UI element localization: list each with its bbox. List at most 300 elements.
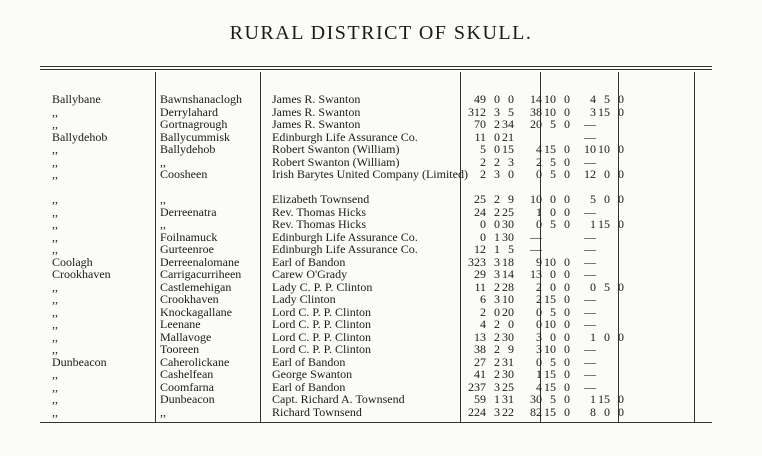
valuation-pounds: 0 — [536, 354, 542, 369]
townland-cell: ,, — [52, 167, 58, 181]
owner-cell: Robert Swanton (William) — [272, 142, 400, 156]
buildings-shillings — [596, 356, 610, 369]
owner-cell: Carew O'Grady — [272, 267, 348, 281]
spacer — [514, 106, 528, 119]
place-cell: ,, — [160, 192, 166, 206]
valuation-shillings: 15 — [544, 292, 556, 306]
area-acres: 24 — [474, 204, 486, 219]
owner-cell: Earl of Bandon — [272, 379, 346, 394]
buildings-pounds: 4 — [590, 92, 596, 106]
area-acres: 41 — [474, 367, 486, 381]
buildings-pounds: — — [584, 367, 596, 381]
townland-cell: ,, — [52, 404, 58, 419]
spacer — [570, 256, 582, 269]
buildings-pence — [610, 368, 624, 381]
townland-cell: ,, — [52, 217, 58, 231]
valuation-shillings: 5 — [550, 167, 556, 181]
area-acres: 13 — [474, 329, 486, 344]
area-roods: 1 — [494, 229, 500, 244]
valuation-shillings: 15 — [544, 404, 556, 419]
owner-cell: Rev. Thomas Hicks — [272, 217, 366, 231]
valuation-shillings: 0 — [550, 279, 556, 294]
valuation-pounds: 2 — [536, 292, 542, 306]
valuation-shillings: 10 — [544, 254, 556, 269]
townland-cell: ,, — [52, 192, 58, 206]
buildings-shillings: 15 — [598, 392, 610, 406]
place-cell: Gortnagrough — [160, 117, 228, 131]
valuation-pence — [556, 243, 570, 256]
townland-cell: ,, — [52, 104, 58, 119]
table-row — [52, 343, 624, 356]
place-cell: Crookhaven — [160, 292, 219, 306]
area-perches: 22 — [502, 404, 514, 419]
spacer — [570, 281, 582, 294]
owner-cell: George Swanton — [272, 367, 353, 381]
valuation-pounds: — — [530, 242, 542, 256]
owner-cell: Edinburgh Life Assurance Co. — [272, 242, 418, 256]
buildings-pounds: — — [584, 117, 596, 131]
spacer — [570, 368, 582, 381]
place-cell: Cashelfean — [160, 367, 214, 381]
buildings-pence — [610, 231, 624, 244]
area-acres: 11 — [474, 279, 486, 294]
spacer — [514, 243, 528, 256]
owner-cell: James R. Swanton — [272, 117, 361, 131]
buildings-pounds: 3 — [590, 104, 596, 119]
area-perches: 15 — [502, 142, 514, 156]
spacer — [570, 218, 582, 231]
valuation-pounds: 0 — [536, 304, 542, 319]
valuation-pence: 0 — [564, 154, 570, 169]
area-acres: 12 — [474, 242, 486, 256]
spacer — [570, 193, 582, 206]
buildings-pounds: 1 — [590, 329, 596, 344]
area-roods: 3 — [494, 292, 500, 306]
buildings-pence — [610, 293, 624, 306]
place-cell: ,, — [160, 217, 166, 231]
spacer — [570, 306, 582, 319]
area-roods: 2 — [494, 329, 500, 344]
valuation-shillings: 10 — [544, 92, 556, 106]
valuation-shillings: 15 — [544, 142, 556, 156]
place-cell: Bawnshanaclogh — [160, 92, 242, 106]
area-perches: 5 — [508, 242, 514, 256]
place-cell: Derrylahard — [160, 104, 218, 119]
valuation-pence: 0 — [564, 204, 570, 219]
buildings-pounds: 1 — [590, 392, 596, 406]
place-cell: Knockagallane — [160, 304, 232, 319]
spacer — [514, 368, 528, 381]
buildings-pounds: 10 — [584, 142, 596, 156]
valuation-pounds: 1 — [536, 204, 542, 219]
place-cell: ,, — [160, 154, 166, 169]
area-perches: 5 — [508, 104, 514, 119]
area-perches: 9 — [508, 192, 514, 206]
area-perches: 25 — [502, 204, 514, 219]
area-perches: 0 — [508, 167, 514, 181]
place-cell: Dunbeacon — [160, 392, 215, 406]
valuation-pounds: 0 — [536, 167, 542, 181]
valuation-shillings: 5 — [550, 117, 556, 131]
valuation-shillings: 15 — [544, 379, 556, 394]
valuation-shillings: 10 — [544, 317, 556, 331]
buildings-pence — [610, 318, 624, 331]
spacer — [514, 343, 528, 356]
table-row — [52, 393, 624, 406]
area-acres: 0 — [480, 217, 486, 231]
area-acres: 2 — [480, 167, 486, 181]
buildings-pounds: — — [584, 354, 596, 369]
area-roods: 2 — [494, 117, 500, 131]
valuation-pence: 0 — [564, 92, 570, 106]
place-cell: Carrigacurriheen — [160, 267, 242, 281]
valuation-pence: 0 — [564, 354, 570, 369]
townland-cell: ,, — [52, 229, 58, 244]
buildings-pence — [610, 268, 624, 281]
valuation-shillings: 10 — [544, 104, 556, 119]
townland-cell: ,, — [52, 154, 58, 169]
buildings-pounds: 8 — [590, 404, 596, 419]
spacer — [570, 143, 582, 156]
place-cell: Coomfarna — [160, 379, 214, 394]
buildings-pence: 0 — [618, 329, 624, 344]
spacer — [514, 293, 528, 306]
valuation-shillings: 0 — [550, 204, 556, 219]
townland-cell: ,, — [52, 317, 58, 331]
table-row — [52, 193, 624, 206]
spacer — [570, 231, 582, 244]
spacer — [570, 343, 582, 356]
spacer — [570, 243, 582, 256]
spacer — [514, 268, 528, 281]
buildings-pounds: — — [584, 342, 596, 356]
buildings-pence — [610, 243, 624, 256]
townland-cell: ,, — [52, 292, 58, 306]
buildings-shillings: 10 — [598, 142, 610, 156]
place-cell: Derreenalomane — [160, 254, 240, 269]
area-acres: 0 — [480, 229, 486, 244]
valuation-shillings — [542, 231, 556, 244]
area-perches: 34 — [502, 117, 514, 131]
buildings-pounds: — — [584, 254, 596, 269]
area-roods: 0 — [494, 129, 500, 144]
spacer — [514, 281, 528, 294]
buildings-shillings: 15 — [598, 217, 610, 231]
owner-cell: Earl of Bandon — [272, 254, 346, 269]
buildings-pounds: — — [584, 317, 596, 331]
valuation-shillings: 0 — [550, 267, 556, 281]
area-acres: 312 — [468, 104, 486, 119]
buildings-pence: 0 — [618, 217, 624, 231]
buildings-pence: 0 — [618, 104, 624, 119]
area-acres: 6 — [480, 292, 486, 306]
valuation-shillings: 10 — [544, 342, 556, 356]
buildings-pence — [610, 356, 624, 369]
area-roods: 2 — [494, 317, 500, 331]
area-perches: 0 — [508, 317, 514, 331]
spacer — [570, 331, 582, 344]
owner-cell: Richard Townsend — [272, 404, 362, 419]
townland-cell: Coolagh — [52, 254, 93, 269]
place-cell: Castlemehigan — [160, 279, 232, 294]
owner-cell: James R. Swanton — [272, 92, 361, 106]
spacer — [514, 143, 528, 156]
spacer — [514, 406, 528, 419]
owner-cell: Edinburgh Life Assurance Co. — [272, 229, 418, 244]
area-perches: 30 — [502, 229, 514, 244]
area-perches: 25 — [502, 379, 514, 394]
valuation-shillings: 0 — [550, 192, 556, 206]
table-row — [52, 118, 624, 131]
area-acres: 38 — [474, 342, 486, 356]
buildings-pounds: — — [584, 304, 596, 319]
spacer — [514, 306, 528, 319]
valuation-pounds: 2 — [536, 154, 542, 169]
area-acres: 2 — [480, 154, 486, 169]
valuation-pounds: 3 — [536, 342, 542, 356]
area-perches: 9 — [508, 342, 514, 356]
buildings-shillings: 0 — [604, 192, 610, 206]
area-roods: 2 — [494, 342, 500, 356]
place-cell: ,, — [160, 404, 166, 419]
valuation-pence: 0 — [564, 304, 570, 319]
buildings-pence — [610, 118, 624, 131]
area-acres: 70 — [474, 117, 486, 131]
bottom-rule — [40, 422, 712, 423]
townland-cell: ,, — [52, 117, 58, 131]
spacer — [570, 156, 582, 169]
area-acres: 237 — [468, 379, 486, 394]
buildings-pence: 0 — [618, 392, 624, 406]
area-roods: 2 — [494, 154, 500, 169]
spacer — [514, 356, 528, 369]
valuation-shillings: 5 — [550, 217, 556, 231]
townland-cell: Ballybane — [52, 92, 101, 106]
buildings-shillings — [596, 293, 610, 306]
place-cell: Foilnamuck — [160, 229, 218, 244]
holdings-table — [52, 93, 624, 418]
townland-cell: Ballydehob — [52, 129, 108, 144]
spacer — [570, 106, 582, 119]
buildings-shillings: 15 — [598, 104, 610, 119]
valuation-pence: 0 — [564, 342, 570, 356]
buildings-pence — [610, 256, 624, 269]
area-roods: 3 — [494, 267, 500, 281]
buildings-pence — [610, 343, 624, 356]
townland-cell: ,, — [52, 392, 58, 406]
spacer — [514, 256, 528, 269]
townland-cell: ,, — [52, 142, 58, 156]
valuation-pence: 0 — [564, 367, 570, 381]
area-perches: 30 — [502, 217, 514, 231]
valuation-pounds: 0 — [536, 317, 542, 331]
table-row — [52, 93, 624, 106]
area-perches: 30 — [502, 329, 514, 344]
table-row — [52, 368, 624, 381]
valuation-shillings: 5 — [550, 304, 556, 319]
area-roods: 0 — [494, 142, 500, 156]
area-perches: 31 — [502, 392, 514, 406]
townland-cell: Dunbeacon — [52, 354, 107, 369]
place-cell: Tooreen — [160, 342, 200, 356]
owner-cell: James R. Swanton — [272, 104, 361, 119]
area-roods: 2 — [494, 354, 500, 369]
valuation-pence: 0 — [564, 392, 570, 406]
spacer — [570, 118, 582, 131]
spacer — [570, 131, 582, 144]
valuation-pounds: 82 — [530, 404, 542, 419]
place-cell: Coosheen — [160, 167, 208, 181]
spacer — [570, 268, 582, 281]
valuation-pounds: 38 — [530, 104, 542, 119]
buildings-pence: 0 — [618, 142, 624, 156]
buildings-shillings: 0 — [604, 329, 610, 344]
spacer — [514, 131, 528, 144]
spacer — [514, 318, 528, 331]
place-cell: Mallavoge — [160, 329, 212, 344]
buildings-shillings — [596, 243, 610, 256]
owner-cell: Lady C. P. P. Clinton — [272, 279, 373, 294]
area-perches: 21 — [502, 129, 514, 144]
area-roods: 2 — [494, 192, 500, 206]
valuation-pence: 0 — [564, 279, 570, 294]
spacer — [570, 381, 582, 394]
area-perches: 30 — [502, 367, 514, 381]
buildings-pounds: — — [584, 242, 596, 256]
valuation-shillings: 5 — [550, 154, 556, 169]
buildings-pence — [610, 306, 624, 319]
valuation-shillings: 5 — [550, 392, 556, 406]
place-cell: Gurteenroe — [160, 242, 214, 256]
valuation-pounds: 0 — [536, 217, 542, 231]
area-perches: 28 — [502, 279, 514, 294]
buildings-shillings — [596, 118, 610, 131]
townland-cell: ,, — [52, 379, 58, 394]
table-row — [52, 218, 624, 231]
valuation-pence: 0 — [564, 267, 570, 281]
buildings-shillings: 0 — [604, 167, 610, 181]
area-acres: 49 — [474, 92, 486, 106]
valuation-pounds: 1 — [536, 367, 542, 381]
table-row — [52, 143, 624, 156]
buildings-pence: 0 — [618, 167, 624, 181]
table-row — [52, 168, 624, 193]
area-acres: 29 — [474, 267, 486, 281]
area-acres: 5 — [480, 142, 486, 156]
area-perches: 10 — [502, 292, 514, 306]
owner-cell: Irish Barytes United Company (Limited) — [272, 167, 468, 181]
column-divider — [694, 72, 695, 422]
spacer — [514, 231, 528, 244]
buildings-pence: 0 — [618, 92, 624, 106]
buildings-pounds: 0 — [590, 279, 596, 294]
valuation-pence: 0 — [564, 167, 570, 181]
valuation-pounds: 9 — [536, 254, 542, 269]
owner-cell: Lord C. P. P. Clinton — [272, 329, 372, 344]
buildings-pounds: — — [584, 129, 596, 144]
owner-cell: Lady Clinton — [272, 292, 336, 306]
area-acres: 323 — [468, 254, 486, 269]
valuation-pounds: — — [530, 229, 542, 244]
valuation-pence: 0 — [564, 254, 570, 269]
buildings-pounds: — — [584, 267, 596, 281]
buildings-shillings — [596, 318, 610, 331]
townland-cell: ,, — [52, 204, 58, 219]
townland-cell: ,, — [52, 367, 58, 381]
buildings-shillings: 5 — [604, 279, 610, 294]
area-perches: 18 — [502, 254, 514, 269]
area-perches: 3 — [508, 154, 514, 169]
valuation-pence — [556, 231, 570, 244]
owner-cell: Elizabeth Townsend — [272, 192, 370, 206]
buildings-shillings — [596, 368, 610, 381]
valuation-pounds: 14 — [530, 92, 542, 106]
table-row — [52, 293, 624, 306]
spacer — [570, 206, 582, 219]
valuation-pounds: 20 — [530, 117, 542, 131]
spacer — [514, 156, 528, 169]
spacer — [514, 193, 528, 206]
buildings-pence: 0 — [618, 404, 624, 419]
buildings-shillings — [596, 256, 610, 269]
spacer — [514, 93, 528, 106]
area-roods: 3 — [494, 104, 500, 119]
area-roods: 2 — [494, 279, 500, 294]
spacer — [514, 218, 528, 231]
table-row — [52, 243, 624, 256]
owner-cell: Lord C. P. P. Clinton — [272, 317, 372, 331]
townland-cell: ,, — [52, 304, 58, 319]
spacer — [514, 381, 528, 394]
owner-cell: Lord C. P. P. Clinton — [272, 304, 372, 319]
buildings-shillings: 0 — [604, 404, 610, 419]
spacer — [570, 356, 582, 369]
place-cell: Derreenatra — [160, 204, 217, 219]
spacer — [570, 393, 582, 406]
buildings-pence: 0 — [618, 279, 624, 294]
spacer — [570, 168, 582, 193]
spacer — [514, 393, 528, 406]
valuation-pence: 0 — [564, 192, 570, 206]
page-title: RURAL DISTRICT OF SKULL. — [229, 22, 533, 44]
top-rule-inner — [40, 69, 712, 70]
buildings-pounds: — — [584, 292, 596, 306]
buildings-pounds: — — [584, 204, 596, 219]
owner-cell: Earl of Bandon — [272, 354, 346, 369]
place-cell: Leenane — [160, 317, 201, 331]
valuation-pence: 0 — [564, 404, 570, 419]
area-perches: 0 — [508, 92, 514, 106]
townland-cell: ,, — [52, 242, 58, 256]
area-roods: 3 — [494, 379, 500, 394]
spacer — [570, 406, 582, 419]
valuation-pounds: 2 — [536, 279, 542, 294]
area-roods: 0 — [494, 304, 500, 319]
spacer — [514, 118, 528, 131]
valuation-shillings: 0 — [550, 329, 556, 344]
valuation-pounds: 3 — [536, 329, 542, 344]
spacer — [514, 168, 528, 193]
owner-cell: Capt. Richard A. Townsend — [272, 392, 405, 406]
place-cell: Ballycummisk — [160, 129, 230, 144]
buildings-shillings — [596, 231, 610, 244]
area-roods: 2 — [494, 204, 500, 219]
spacer — [570, 293, 582, 306]
area-roods: 3 — [494, 254, 500, 269]
spacer — [570, 93, 582, 106]
buildings-pounds: 1 — [590, 217, 596, 231]
buildings-pence: 0 — [618, 192, 624, 206]
